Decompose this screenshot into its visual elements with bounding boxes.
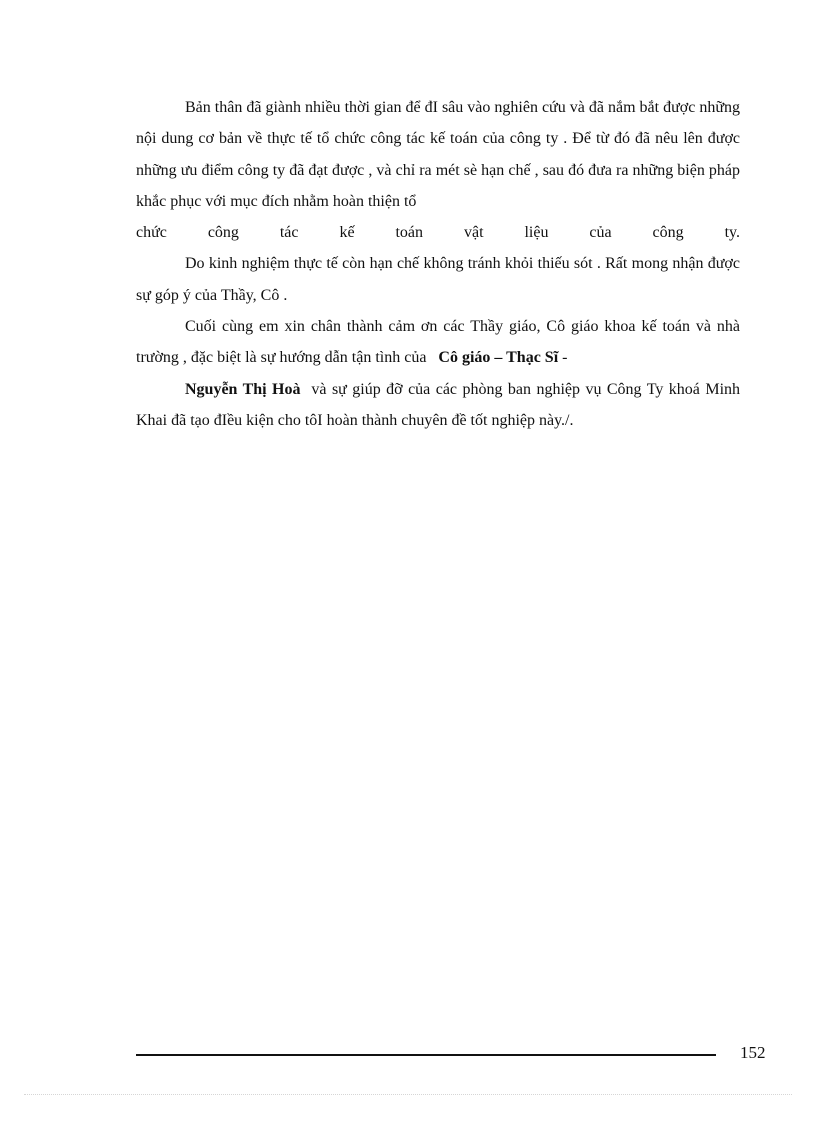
advisor-dash: - <box>562 349 568 367</box>
paragraph-summary-last-line-text: chức công tác kế toán vật liệu của công ty. <box>136 224 740 242</box>
paragraph-summary-text: Bản thân đã giành nhiều thời gian để đI sâu vào nghiên cứu và đã nắm bắt được những nội dung cơ bản về thực tế tổ chức công tác kế toán của công ty . Để từ đó đã nêu lên được những ưu điểm công ty đã đạt được , và chỉ ra mét sè hạn chế , sau đó đưa ra những biện pháp khắc phục với mục đích nhằm hoàn thiện tổ <box>136 99 740 210</box>
paragraph-summary <box>136 92 740 217</box>
document-body <box>136 92 740 436</box>
paragraph-limitations-text: Do kinh nghiệm thực tế còn hạn chế không tránh khỏi thiếu sót . Rất mong nhận được sự góp ý của Thầy, Cô . <box>136 255 740 304</box>
paragraph-summary-last-line <box>136 217 740 248</box>
advisor-title: Cô giáo – Thạc Sĩ <box>438 349 559 367</box>
paragraph-advisor <box>136 374 740 437</box>
paragraph-thanks <box>136 311 740 374</box>
paragraph-advisor-text: và sự giúp đỡ của các phòng ban nghiệp vụ Công Ty khoá Minh Khai đã tạo đIều kiện cho tôI hoàn thành chuyên đề tốt nghiệp này./. <box>136 380 741 429</box>
footer-rule <box>136 1054 716 1056</box>
page-number: 152 <box>740 1043 766 1062</box>
paragraph-limitations <box>136 248 740 311</box>
advisor-name: Nguyễn Thị Hoà <box>185 380 301 398</box>
page-bottom-border <box>24 1094 792 1095</box>
paragraph-thanks-text: Cuối cùng em xin chân thành cảm ơn các Thầy giáo, Cô giáo khoa kế toán và nhà trường , đặc biệt là sự hướng dẫn tận tình của <box>136 318 740 367</box>
